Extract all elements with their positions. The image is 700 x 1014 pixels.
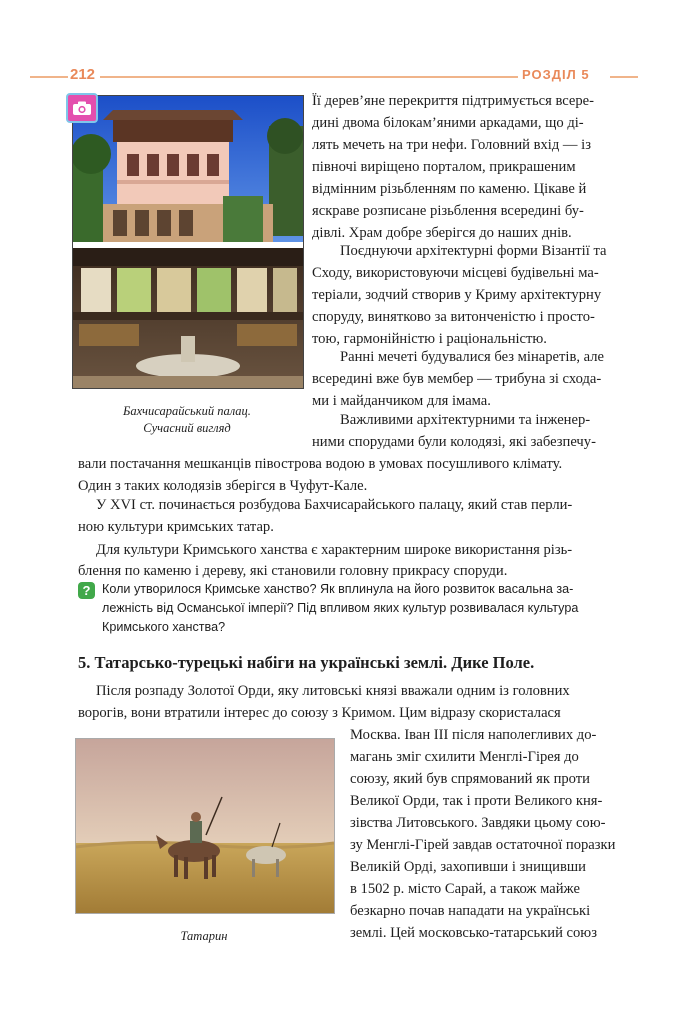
- text-line: Великій Орді, захопивши і знищивши: [350, 859, 586, 875]
- text-line: лять мечеть на три нефи. Головний вхід — із: [312, 137, 591, 153]
- paragraph-palace-cont: [78, 516, 650, 538]
- text-line: ними спорудами були колодязі, які забезпечу-: [312, 434, 596, 450]
- text-line: дині двома білокам’яними аркадами, що ді-: [312, 115, 584, 131]
- text-line: споруду, винятково за витонченістю і просто-: [312, 309, 595, 325]
- text-line: Після розпаду Золотої Орди, яку литовські князі вважали одним із головних: [96, 683, 570, 699]
- text-line: землі. Цей московсько-татарський союз: [350, 925, 597, 941]
- text-line: союзу, який був спрямований як проти: [350, 771, 590, 787]
- palace-caption-line1: Бахчисарайський палац.: [123, 404, 251, 418]
- text-line: зу Менглі-Гірей завдав остаточної поразки: [350, 837, 616, 853]
- paragraph-architecture: [312, 240, 650, 262]
- text-line: теріали, зодчий створив у Криму архітектурну: [312, 287, 602, 303]
- text-line: півночі виріщено порталом, прикрашеним: [312, 159, 576, 175]
- paragraph-golden-horde-cont: [78, 702, 650, 724]
- text-line: ми і майданчиком для імама.: [312, 393, 491, 409]
- camera-icon: [66, 93, 98, 123]
- question-icon: ?: [78, 582, 95, 599]
- header-rule-middle: [100, 76, 518, 78]
- text-line: ною культури кримських татар.: [78, 519, 274, 535]
- text-line: Великої Орди, так і проти Великого кня-: [350, 793, 603, 809]
- palace-photo: [72, 95, 304, 389]
- text-line: Один з таких колодязів зберігся в Чуфут-Кале.: [78, 478, 368, 494]
- section-label: РОЗДІЛ 5: [522, 67, 590, 82]
- text-line: Для культури Кримського ханства є характерним широке використання різь-: [96, 542, 573, 558]
- text-line: Її дерев’яне перекриття підтримується всере-: [312, 93, 595, 109]
- paragraph-wells-full: [78, 453, 650, 497]
- question-line: лежність від Османської імперії? Під впливом яких культур розвивалася культура: [102, 601, 579, 615]
- tatar-rider-painting: [75, 738, 335, 914]
- paragraph-golden-horde: [78, 680, 650, 702]
- header-rule-left: [30, 76, 68, 78]
- text-line: тою, гармонійністю і раціональністю.: [312, 331, 547, 347]
- text-line: зівства Литовського. Завдяки цьому сою-: [350, 815, 606, 831]
- paragraph-architecture-cont: [312, 262, 650, 350]
- page-header: [0, 66, 700, 86]
- text-line: вали постачання мешканців півострова водою в умовах посушливого клімату.: [78, 456, 563, 472]
- paragraph-early-mosques-cont: [312, 368, 650, 412]
- review-questions: [102, 580, 650, 637]
- section-heading: 5. Татарсько-турецькі набіги на українські землі. Дике Поле.: [78, 653, 535, 672]
- text-line: Москва. Іван III після наполегливих до-: [350, 727, 597, 743]
- text-line: магань зміг схилити Менглі-Гірея до: [350, 749, 579, 765]
- text-line: відмінним різьбленням по каменю. Цікаве й: [312, 181, 587, 197]
- header-rule-right: [610, 76, 638, 78]
- painting-caption: Татарин: [180, 929, 228, 943]
- palace-caption-line2: Сучасний вигляд: [143, 421, 231, 435]
- question-line: Коли утворилося Кримське ханство? Як вплинула на його розвиток васальна за-: [102, 582, 574, 596]
- paragraph-moscow-alliance: [350, 724, 650, 944]
- text-line: Сходу, використовуючи місцеві будівельні ма-: [312, 265, 599, 281]
- paragraph-wells: [312, 409, 650, 431]
- paragraph-wells-cont: [312, 431, 650, 453]
- question-line: Кримського ханства?: [102, 620, 226, 634]
- text-line: в 1502 р. місто Сарай, а також майже: [350, 881, 580, 897]
- page-number: 212: [70, 66, 96, 83]
- text-line: яскраве розписане різьблення всередині бу-: [312, 203, 584, 219]
- paragraph-mosque-ceiling: [312, 90, 650, 244]
- paragraph-carving: [78, 539, 650, 561]
- text-line: блення по каменю і дереву, які становили головну прикрасу споруди.: [78, 563, 508, 579]
- text-line: Ранні мечеті будувалися без мінаретів, але: [340, 349, 605, 365]
- palace-caption: [72, 403, 302, 437]
- text-line: Важливими архітектурними та інженер-: [340, 412, 591, 428]
- text-line: Поєднуючи архітектурні форми Візантії та: [340, 243, 607, 259]
- text-line: безкарно почав нападати на українські: [350, 903, 591, 919]
- text-line: всередині вже був мембер — трибуна зі схода-: [312, 371, 602, 387]
- text-line: У XVI ст. починається розбудова Бахчисарайського палацу, який став перли-: [96, 497, 573, 513]
- text-line: ворогів, вони втратили інтерес до союзу з Кримом. Цим відразу скористалася: [78, 705, 561, 721]
- paragraph-early-mosques: [312, 346, 650, 368]
- paragraph-carving-cont: [78, 560, 650, 582]
- paragraph-palace: [78, 494, 650, 516]
- text-line: дівлі. Храм добре зберігся до наших днів.: [312, 225, 572, 241]
